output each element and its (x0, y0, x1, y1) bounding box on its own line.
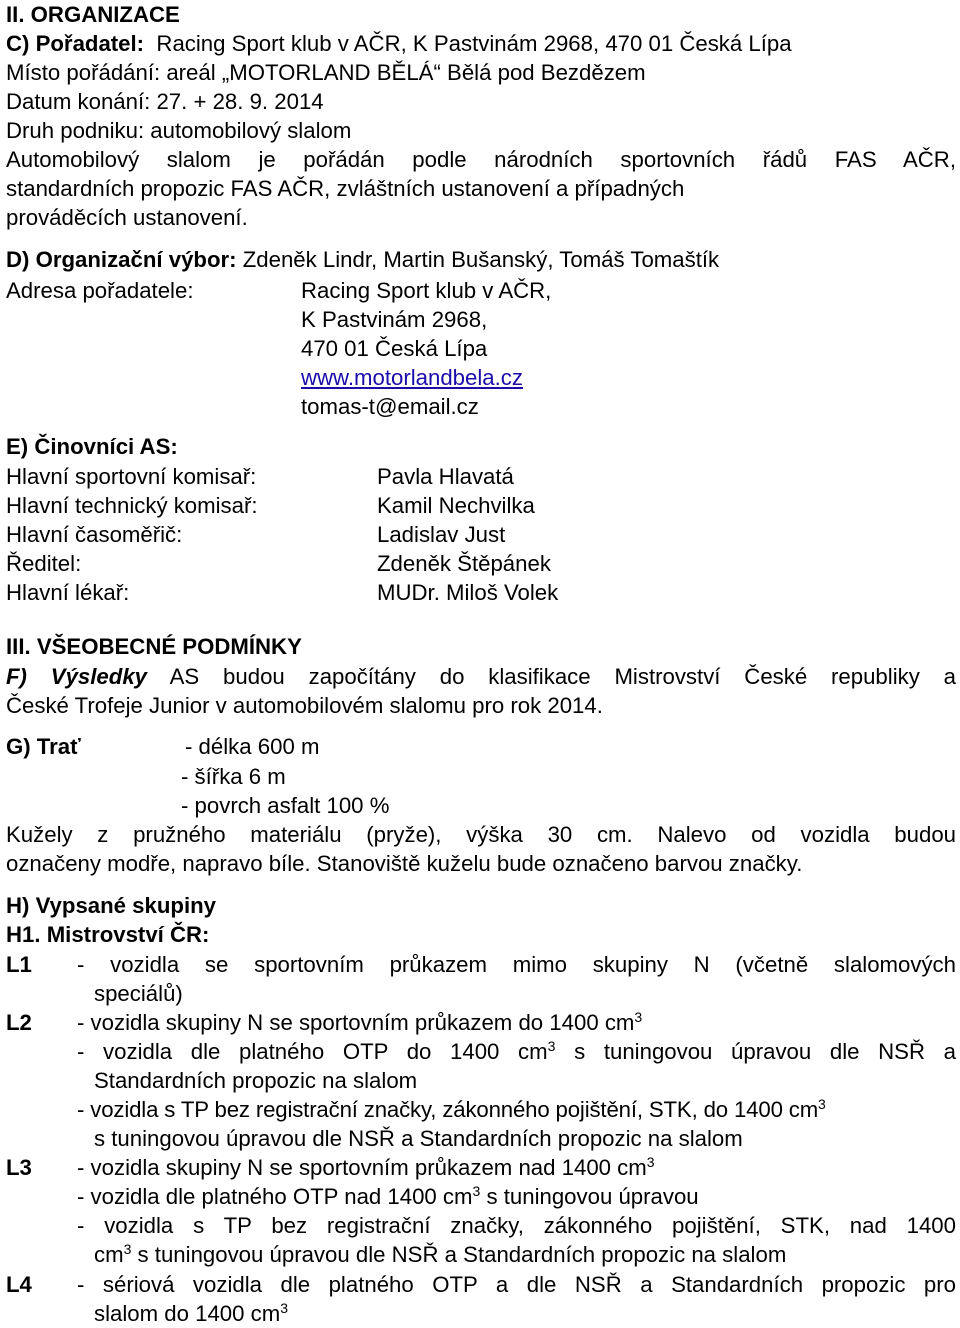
l2-line-a: - vozidla skupiny N se sportovním průkazem do 1400 $cm^3$ (77, 1009, 643, 1035)
cones-line-1: Kužely z pružného materiálu (pryže), výška 30 cm. Nalevo od vozidla budou (6, 822, 956, 847)
l2-line-c2: s tuningovou úpravou dle NSŘ a Standardních propozic na slalom (94, 1126, 743, 1151)
date-line: Datum konání: 27. + 28. 9. 2014 (6, 89, 324, 114)
track-surface: - povrch asfalt 100 % (181, 793, 390, 818)
l3-line-b: - vozidla dle platného OTP nad 1400 $cm^3$ s tuningovou úpravou (77, 1183, 699, 1209)
l2-line-b: - vozidla dle platného OTP do 1400 $cm^3$ s tuningovou úpravou dle NSŘ a (77, 1038, 956, 1064)
organizer-value: Racing Sport klub v AČR, K Pastvinám 2968, 470 01 Česká Lípa (156, 31, 792, 56)
track-length: - délka 600 m (185, 734, 320, 759)
group-code-l3: L3 (6, 1155, 32, 1180)
official-role: Hlavní lékař: (6, 580, 130, 605)
official-role: Ředitel: (6, 551, 82, 576)
l1-line-1: - vozidla se sportovním průkazem mimo skupiny N (včetně slalomových (77, 952, 956, 977)
l3-line-c2: $cm^3$ s tuningovou úpravou dle NSŘ a Standardních propozic na slalom (94, 1241, 787, 1267)
official-role: Hlavní časoměřič: (6, 522, 183, 547)
venue-line: Místo pořádání: areál „MOTORLAND BĚLÁ“ Bělá pod Bezdězem (6, 60, 646, 85)
l1-line-2: speciálů) (94, 981, 183, 1006)
official-name: Pavla Hlavatá (377, 464, 514, 489)
group-code-l1: L1 (6, 952, 32, 977)
cones-line-2: označeny modře, napravo bíle. Stanoviště kuželu bude označeno barvou značky. (6, 851, 803, 876)
track-width: - šířka 6 m (181, 764, 286, 789)
l4-line-a2: slalom do 1400 $cm^3$ (94, 1300, 289, 1326)
section-2-heading: II. ORGANIZACE (6, 2, 180, 27)
rules-line-2: standardních propozic FAS AČR, zvláštních ustanovení a případných (6, 176, 685, 201)
section-3-heading: III. VŠEOBECNÉ PODMÍNKY (6, 634, 302, 659)
official-role: Hlavní technický komisař: (6, 493, 258, 518)
group-code-l4: L4 (6, 1272, 32, 1297)
groups-heading: H) Vypsané skupiny (6, 893, 217, 918)
l4-line-a: - sériová vozidla dle platného OTP a dle NSŘ a Standardních propozic pro (77, 1272, 956, 1297)
results-line-2: České Trofeje Junior v automobilovém slalomu pro rok 2014. (6, 693, 603, 718)
results-label: F) Výsledky (6, 664, 147, 689)
address-line-2: K Pastvinám 2968, (301, 307, 488, 332)
official-name: Kamil Nechvilka (377, 493, 535, 518)
organizer-label: C) Pořadatel: (6, 31, 145, 56)
event-type-line: Druh podniku: automobilový slalom (6, 118, 352, 143)
l3-line-a: - vozidla skupiny N se sportovním průkazem nad 1400 $cm^3$ (77, 1154, 655, 1180)
official-name: Zdeněk Štěpánek (377, 551, 551, 576)
rules-line-3: prováděcích ustanovení. (6, 205, 248, 230)
official-name: Ladislav Just (377, 522, 506, 547)
address-line-1: Racing Sport klub v AČR, (301, 278, 552, 303)
committee-label: D) Organizační výbor: (6, 247, 237, 272)
group-code-l2: L2 (6, 1010, 32, 1035)
officials-heading: E) Činovníci AS: (6, 434, 178, 459)
l3-line-c: - vozidla s TP bez registrační značky, zákonného pojištění, STK, nad 1400 (77, 1213, 956, 1238)
organizer-line (6, 29, 792, 58)
official-role: Hlavní sportovní komisař: (6, 464, 257, 489)
championship-heading: H1. Mistrovství ČR: (6, 922, 210, 947)
results-line-1: F) Výsledky AS budou započítány do klasifikace Mistrovství České republiky a (6, 664, 956, 689)
address-line-3: 470 01 Česká Lípa (301, 336, 488, 361)
website-link[interactable]: www.motorlandbela.cz (301, 365, 523, 390)
track-label: G) Trať (6, 734, 81, 759)
address-label: Adresa pořadatele: (6, 278, 194, 303)
official-name: MUDr. Miloš Volek (377, 580, 559, 605)
committee-value: Zdeněk Lindr, Martin Bušanský, Tomáš Tomaštík (242, 247, 720, 272)
l2-line-c: - vozidla s TP bez registrační značky, zákonného pojištění, STK, do 1400 $cm^3$ (77, 1096, 826, 1122)
rules-line-1: Automobilový slalom je pořádán podle národních sportovních řádů FAS AČR, (6, 147, 956, 172)
l2-line-b2: Standardních propozic na slalom (94, 1068, 418, 1093)
email-line: tomas-t@email.cz (301, 394, 479, 419)
committee-line (6, 245, 719, 274)
